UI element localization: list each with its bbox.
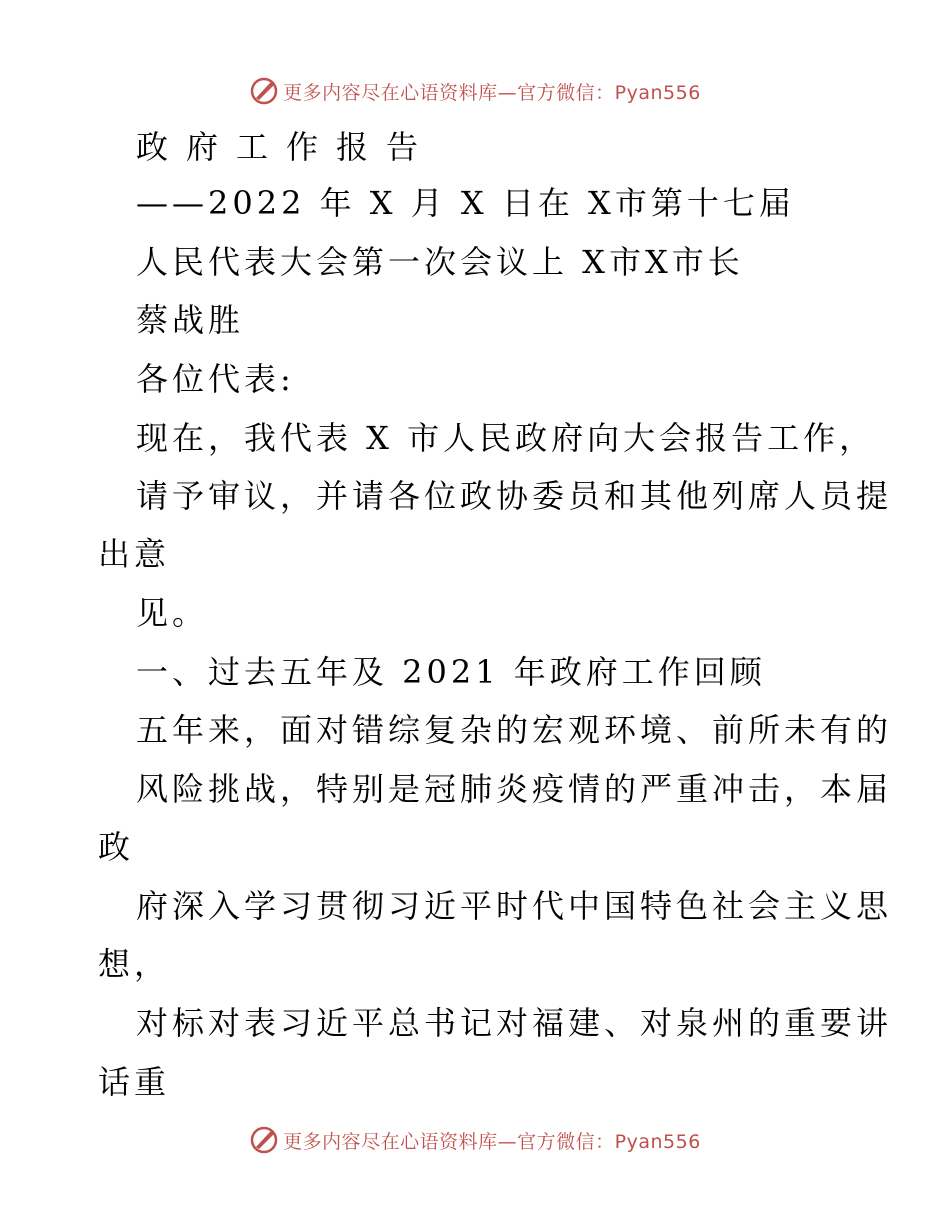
paragraph-line: 府深入学习贯彻习近平时代中国特色社会主义思	[136, 887, 893, 925]
paragraph-line: 政	[98, 828, 135, 866]
pen-nib-seal-icon	[249, 1125, 279, 1155]
watermark-text: 更多内容尽在心语资料库—官方微信：Pyan556	[283, 81, 701, 104]
paragraph-line: 话重	[98, 1063, 171, 1101]
watermark-header	[0, 71, 950, 111]
watermark-text: 更多内容尽在心语资料库—官方微信：Pyan556	[283, 1130, 701, 1153]
paragraph-line: 出意	[98, 535, 171, 573]
paragraph-line: 五年来，面对错综复杂的宏观环境、前所未有的	[136, 711, 893, 749]
paragraph-line: 风险挑战，特别是冠肺炎疫情的严重冲击，本届	[136, 770, 893, 808]
document-subtitle-line-2: 人民代表大会第一次会议上 X市X市长	[136, 243, 744, 281]
pen-nib-seal-icon	[249, 76, 279, 106]
salutation: 各位代表:	[136, 360, 295, 398]
paragraph-line: 见。	[136, 594, 209, 632]
watermark-footer	[0, 1120, 950, 1160]
document-title: 政府工作报告	[136, 128, 437, 166]
paragraph-line: 现在，我代表 X 市人民政府向大会报告工作，	[136, 419, 876, 457]
paragraph-line: 想，	[98, 945, 171, 983]
paragraph-line: 对标对表习近平总书记对福建、对泉州的重要讲	[136, 1004, 893, 1042]
document-subtitle-line-1: ——2022 年 X 月 X 日在 X市第十七届	[136, 184, 795, 222]
section-heading: 一、过去五年及 2021 年政府工作回顾	[136, 653, 766, 691]
paragraph-line: 请予审议，并请各位政协委员和其他列席人员提	[136, 477, 893, 515]
author-name: 蔡战胜	[136, 301, 245, 339]
